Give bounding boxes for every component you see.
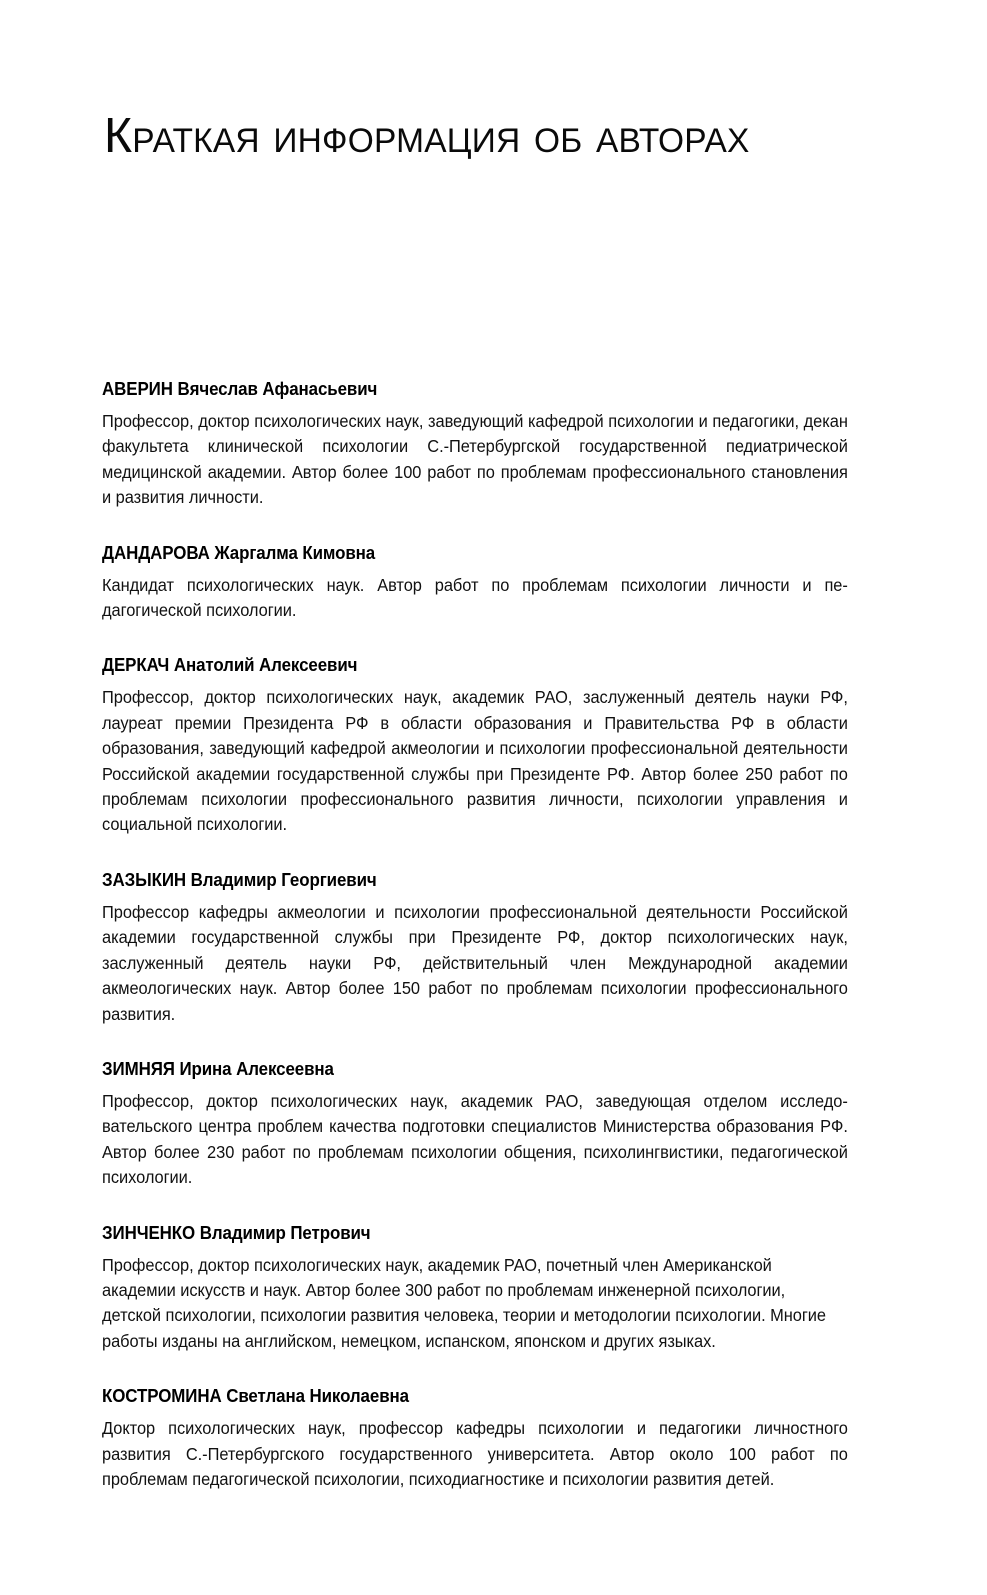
- author-entry: [102, 1221, 848, 1355]
- author-name: [102, 1384, 803, 1409]
- author-name: [102, 377, 803, 402]
- author-given-name: Анатолий Алексеевич: [169, 655, 358, 676]
- author-bio: Профессор, доктор психологических наук, академик РАО, заведующая отделом исследовательского центра проблем качества подготовки специалистов Министерства образования РФ. Автор более 230 работ по проблемам психологии общения, психолингвистики, педагогической психологии.: [102, 1090, 848, 1188]
- author-bio: Профессор, доктор психологических наук, академик РАО, почетный член Американской академии искусств и наук. Автор более 300 работ по проблемам инженерной психологии, детской психологии, психологии развития человека, теории и методологии психологии. Многие работы изданы на английском, немецком, испанском, японском и других языках.: [102, 1254, 826, 1351]
- author-entry: [102, 541, 848, 624]
- author-entry: [102, 868, 848, 1027]
- author-surname: ЗИНЧЕНКО: [102, 1222, 196, 1243]
- author-bio: Доктор психологических наук, профессор кафедры психологии и педагогики личностного развития С.-Петербургского государственного университета. Автор около 100 работ по проблемам педагогической психологии, психодиагностике и психологии развития детей.: [102, 1418, 848, 1489]
- author-name: [102, 868, 803, 893]
- author-bio: Профессор, доктор психологических наук, заведующий кафедрой психологии и педагогики, декан факультета клинической психологии С.-Петербургской государственной педиатрической медицинской академии. Автор более 100 работ по проблемам профессионального становления и развития личности.: [102, 411, 848, 508]
- author-bio: Профессор кафедры акмеологии и психологии профессиональной деятельности Российской академии государственной службы при Президенте РФ, доктор психологических наук, заслуженный деятель науки РФ, действительный член Международной академии акмеологических наук. Автор более 150 работ по проблемам психологии профессионального развития.: [102, 901, 848, 1024]
- author-surname: ЗАЗЫКИН: [102, 869, 187, 890]
- authors-list: [102, 377, 848, 1492]
- author-name: [102, 1221, 803, 1246]
- author-surname: АВЕРИН: [102, 379, 173, 399]
- author-surname: КОСТРОМИНА: [102, 1386, 222, 1407]
- author-entry: [102, 653, 848, 837]
- author-given-name: Владимир Петрович: [195, 1222, 371, 1243]
- author-surname: ДЕРКАЧ: [102, 655, 170, 676]
- author-bio: Профессор, доктор психологических наук, академик РАО, заслуженный деятель науки РФ, лауреат премии Президента РФ в области образования и Правительства РФ в области образования, заведующий кафедрой акмеологии и психологии профессиональной деятельности Российской академии государственной службы при Президенте РФ. Автор более 250 работ по проблемам психологии профессионального развития личности, психологии управления и социальной психологии.: [102, 687, 848, 835]
- author-surname: ЗИМНЯЯ: [102, 1058, 175, 1079]
- author-name: [102, 541, 803, 566]
- author-name: [102, 1057, 803, 1082]
- author-entry: [102, 1057, 848, 1191]
- author-entry: [102, 1384, 848, 1492]
- author-given-name: Светлана Николаевна: [221, 1386, 409, 1407]
- author-given-name: Вячеслав Афанасьевич: [172, 379, 378, 399]
- author-surname: ДАНДАРОВА: [102, 542, 210, 563]
- author-bio: Кандидат психологических наук. Автор работ по проблемам психологии личности и педагогической психологии.: [102, 574, 848, 621]
- author-given-name: Владимир Георгиевич: [186, 869, 377, 890]
- author-name: [102, 653, 803, 678]
- author-given-name: Ирина Алексеевна: [174, 1058, 334, 1079]
- author-given-name: Жаргалма Кимовна: [209, 542, 376, 563]
- page-title: Краткая информация об авторах: [104, 109, 750, 163]
- author-entry: [102, 377, 848, 511]
